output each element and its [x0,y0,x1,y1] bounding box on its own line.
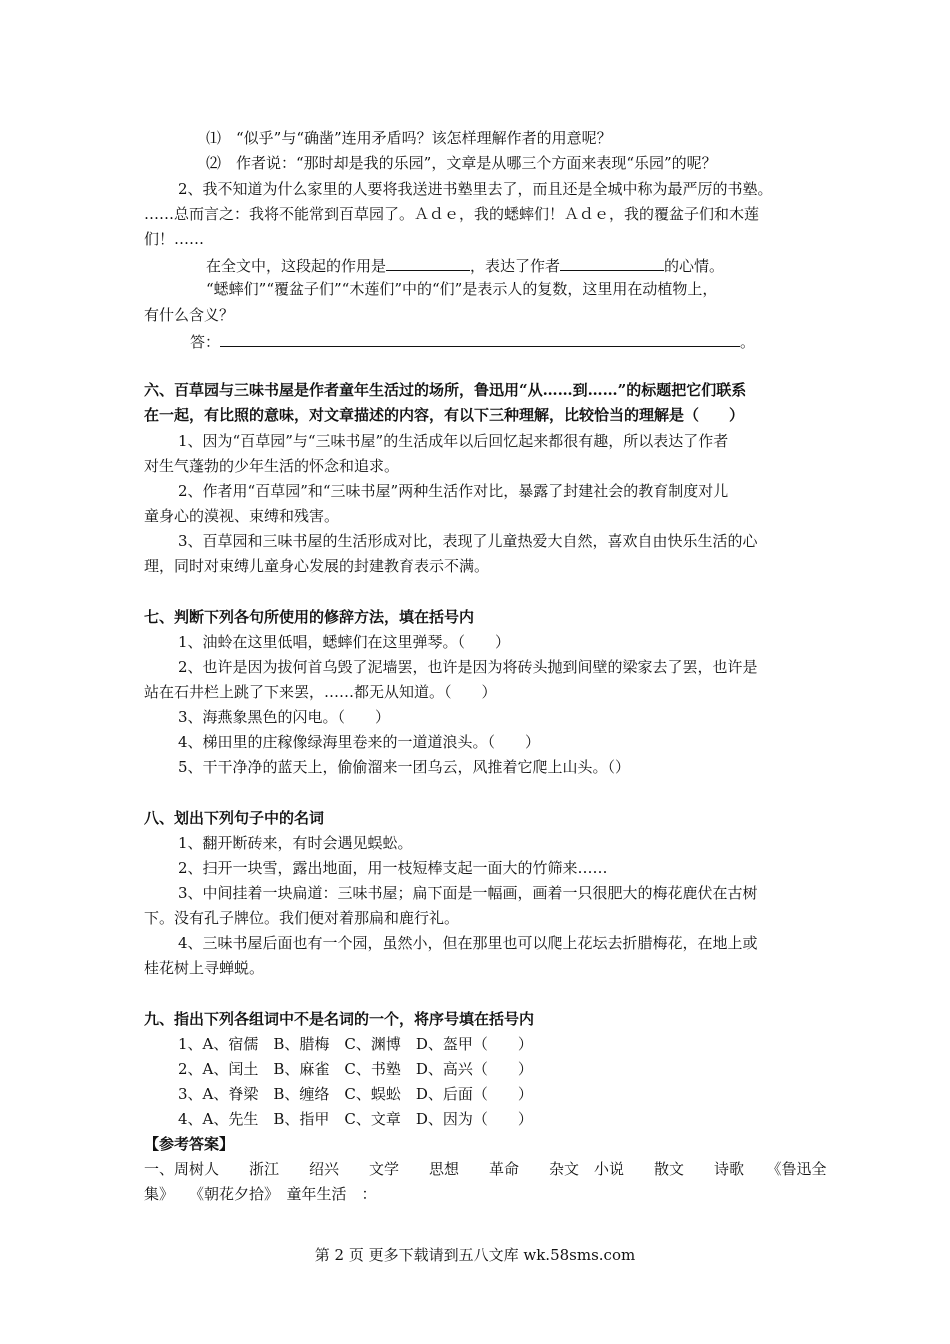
q5-item2-line1: 2、我不知道为什么家里的人要将我送进书塾里去了，而且还是全城中称为最严厉的书塾。 [178,180,773,198]
answer-end: 。 [740,333,756,351]
q5-item2-line3: 们！…… [144,230,205,248]
q8-s1: 1、翻开断砖来，有时会遇见蜈蚣。 [178,834,413,852]
q9-g1: 1、A、宿儒 B、腊梅 C、渊博 D、盔甲（ ） [178,1035,533,1053]
q5-fill-a: 在全文中，这段起的作用是 [206,257,387,275]
q6-opt3-line1: 3、百草园和三味书屋的生活形成对比，表现了儿童热爱大自然，喜欢自由快乐生活的心 [178,532,758,550]
q5-fill-c: 的心情。 [664,257,725,275]
q9-g4: 4、A、先生 B、指甲 C、文章 D、因为（ ） [178,1110,533,1128]
q6-heading-line1: 六、百草园与三味书屋是作者童年生活过的场所，鲁迅用“从……到……”的标题把它们联系 [144,381,747,399]
answers-heading: 【参考答案】 [144,1135,235,1153]
q5-sub1: ⑴ “似乎”与“确凿”连用矛盾吗？该怎样理解作者的用意呢？ [206,129,612,147]
q5-meaning-line2: 有什么含义？ [144,306,235,324]
q5-meaning-line1: “蟋蟀们”“覆盆子们”“木莲们”中的“们”是表示人的复数，这里用在动植物上， [206,280,718,298]
q8-s3-line2: 下。没有孔子牌位。我们便对着那扁和鹿行礼。 [144,909,460,927]
q7-heading: 七、判断下列各句所使用的修辞方法，填在括号内 [144,608,475,626]
q8-heading: 八、划出下列句子中的名词 [144,809,325,827]
q5-fill-b: ，表达了作者 [470,257,561,275]
q5-answer-line [190,330,755,352]
q7-s1: 1、油蛉在这里低唱，蟋蟀们在这里弹琴。（ ） [178,633,511,651]
q9-g3: 3、A、脊梁 B、缠络 C、蜈蚣 D、后面（ ） [178,1085,533,1103]
q6-opt2-line1: 2、作者用“百草园”和“三味书屋”两种生活作对比，暴露了封建社会的教育制度对儿 [178,482,729,500]
q7-s3: 3、海燕象黑色的闪电。（ ） [178,708,391,726]
q7-s2-line1: 2、也许是因为拔何首乌毁了泥墙罢，也许是因为将砖头抛到间壁的梁家去了罢，也许是 [178,658,758,676]
q6-heading-line2: 在一起，有比照的意味，对文章描述的内容，有以下三种理解，比较恰当的理解是（ ） [144,406,745,424]
q5-item2-line2: ……总而言之：我将不能常到百草园了。Ａｄｅ，我的蟋蟀们！Ａｄｅ，我的覆盆子们和木莲 [144,205,760,223]
q9-g2: 2、A、闰土 B、麻雀 C、书塾 D、高兴（ ） [178,1060,533,1078]
q8-s2: 2、扫开一块雪，露出地面，用一枝短棒支起一面大的竹筛来…… [178,859,608,877]
q6-opt1-line1: 1、因为“百草园”与“三味书屋”的生活成年以后回忆起来都很有趣，所以表达了作者 [178,432,729,450]
page-footer: 第 2 页 更多下载请到五八文库 wk.58sms.com [314,1246,636,1264]
q6-opt3-line2: 理，同时对束缚儿童身心发展的封建教育表示不满。 [144,557,490,575]
q7-s4: 4、梯田里的庄稼像绿海里卷来的一道道浪头。（ ） [178,733,541,751]
q9-heading: 九、指出下列各组词中不是名词的一个，将序号填在括号内 [144,1010,535,1028]
answers-line2: 集》 《朝花夕拾》 童年生活 ： [144,1185,377,1203]
q7-s5: 5、干干净净的蓝天上，偷偷溜来一团乌云，风推着它爬上山头。（） [178,758,631,776]
q6-opt2-line2: 童身心的漠视、束缚和残害。 [144,507,340,525]
q7-s2-line2: 站在石井栏上跳了下来罢，……都无从知道。（ ） [144,683,497,701]
answer-blank[interactable] [386,254,470,271]
answer-blank[interactable] [560,254,664,271]
answer-label: 答： [190,333,221,351]
q8-s4-line1: 4、三味书屋后面也有一个园，虽然小，但在那里也可以爬上花坛去折腊梅花，在地上或 [178,934,758,952]
q6-opt1-line2: 对生气蓬勃的少年生活的怀念和追求。 [144,457,400,475]
q8-s4-line2: 桂花树上寻蝉蜕。 [144,959,265,977]
q8-s3-line1: 3、中间挂着一块扁道：三味书屋；扁下面是一幅画，画着一只很肥大的梅花鹿伏在古树 [178,884,758,902]
q5-sub2: ⑵ 作者说：“那时却是我的乐园”，文章是从哪三个方面来表现“乐园”的呢？ [206,154,717,172]
answers-line1: 一、周树人 浙江 绍兴 文学 思想 革命 杂文 小说 散文 诗歌 《鲁迅全 [144,1160,827,1178]
q5-fill-line [206,254,724,276]
answer-blank[interactable] [220,330,740,347]
